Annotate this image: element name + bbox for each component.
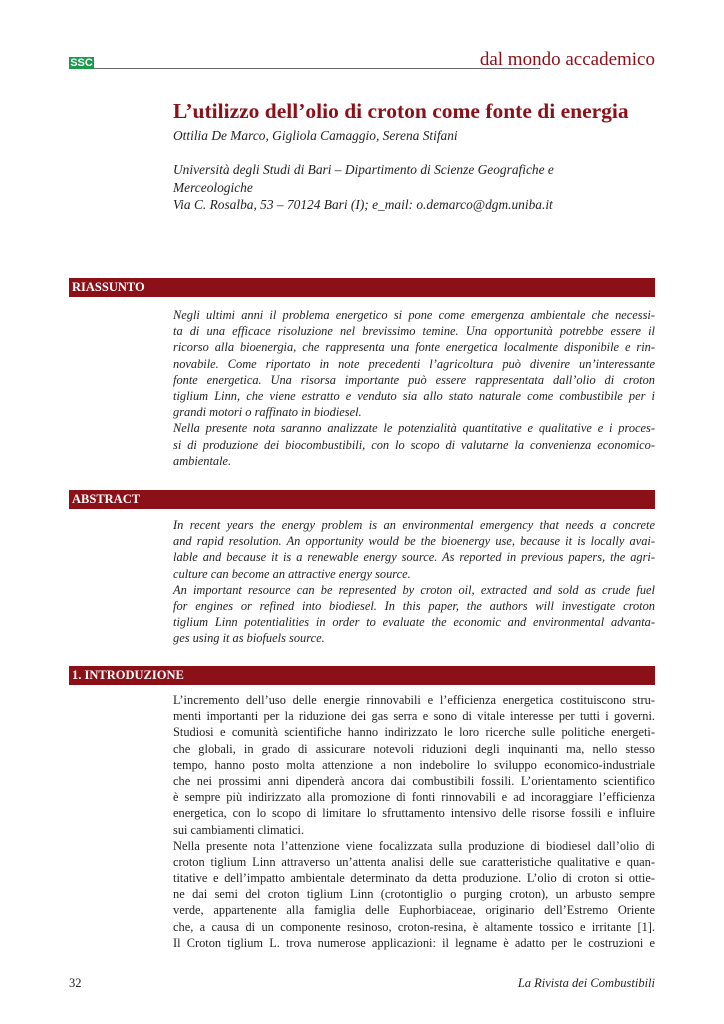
text-line: che nei prossimi anni dipenderà ancora dai combustibili fossili. L’orientamento scientifico — [173, 773, 655, 788]
section-name: dal mondo accademico — [479, 49, 655, 70]
text-line: culture can become an attractive energy source. — [173, 566, 411, 581]
text-line: che globali, in grado di assicurare notevoli riduzioni degli inquinanti ma, nello stesso — [173, 741, 655, 756]
text-line: menti importanti per la riduzione dei gas serra e sono di vitale interesse per tutti i governi. — [173, 709, 655, 724]
text-line: tiglium Linn, che viene estratto e venduto sia allo stato naturale come combustibile per i — [173, 388, 655, 403]
text-line: ta di una efficace risoluzione nel brevissimo temine. Una opportunità potrebbe essere il — [173, 324, 655, 339]
text-line: Il Croton tiglium L. trova numerose applicazioni: il legname è adatto per le costruzioni e — [173, 935, 655, 950]
text-line: energetica, con lo scopo di limitare lo sfruttamento intensivo delle risorse fossili e influire — [173, 806, 655, 821]
text-line: che, a causa di un componente resinoso, croton-resina, è altamente tossico e irritante [1]. — [173, 919, 655, 934]
text-line: Studiosi e comunità scientifiche hanno indirizzato le loro ricerche sulle politiche energeti- — [173, 725, 655, 740]
text-line: lable and because it is a renewable energy source. As reported in previous papers, the agri- — [173, 550, 655, 565]
text-line: and rapid resolution. An opportunity would be the bioenergy use, because it is locally avai- — [173, 534, 655, 549]
affiliation-line: Via C. Rosalba, 53 – 70124 Bari (I); e_mail: o.demarco@dgm.uniba.it — [173, 197, 553, 212]
section-heading-riassunto: RIASSUNTO — [69, 278, 655, 297]
article-affiliation — [173, 161, 655, 214]
riassunto-body — [173, 307, 655, 469]
text-line: croton tiglium Linn attraverso un’attenta analisi delle sue caratteristiche qualitative e quan- — [173, 854, 655, 869]
text-line: si di produzione dei biocombustibili, con lo scopo di valutarne la convenienza economico- — [173, 437, 655, 452]
ssc-logo: SSC — [70, 57, 93, 69]
running-header — [69, 49, 655, 70]
section-heading-introduzione: 1. INTRODUZIONE — [69, 666, 655, 685]
text-line: An important resource can be represented by croton oil, extracted and sold as crude fuel — [173, 582, 655, 597]
text-line: Nella presente nota l’attenzione viene focalizzata sulla produzione di biodiesel dall’olio di — [173, 838, 655, 853]
text-line: tiglium Linn potentialities in order to evaluate the economic and environmental advanta- — [173, 615, 655, 630]
text-line: ne dai semi del croton tiglium Linn (crotontiglio o purging croton), un arbusto sempre — [173, 887, 655, 902]
text-line: novabile. Come riportato in note precedenti l’agricoltura può divenire un’interessante — [173, 356, 655, 371]
introduzione-body — [173, 692, 655, 951]
text-line: ges using it as biofuels source. — [173, 631, 325, 646]
text-line: verde, appartenente alla famiglia delle Euphorbiaceae, originario dell’Estremo Oriente — [173, 903, 655, 918]
text-line: è sempre più indirizzato alla promozione di fonti rinnovabili e ad incoraggiare l’efficienza — [173, 790, 655, 805]
page-number: 32 — [69, 976, 82, 990]
text-line: tempo, hanno posto molta attenzione a non indebolire lo sviluppo economico-industriale — [173, 757, 655, 772]
section-heading-abstract: ABSTRACT — [69, 490, 655, 509]
text-line: grandi motori o raffinato in biodiesel. — [173, 405, 362, 420]
affiliation-line: Università degli Studi di Bari – Dipartimento di Scienze Geografiche e — [173, 162, 554, 177]
header-rule — [94, 68, 540, 69]
affiliation-line: Merceologiche — [173, 179, 253, 195]
text-line: Nella presente nota saranno analizzate le potenzialità quantitative e qualitative e i proces- — [173, 421, 655, 436]
article-title: L’utilizzo dell’olio di croton come fonte di energia — [173, 99, 629, 123]
text-line: fonte energetica. Una risorsa importante può essere rappresentata dall’olio di croton — [173, 372, 655, 387]
text-line: ambientale. — [173, 453, 232, 468]
abstract-body — [173, 517, 655, 647]
text-line: for engines or refined into biodiesel. In this paper, the authors will investigate croton — [173, 598, 655, 613]
journal-name: La Rivista dei Combustibili — [517, 976, 655, 990]
text-line: L’incremento dell’uso delle energie rinnovabili e l’efficienza energetica costituiscono stru- — [173, 693, 655, 707]
text-line: titative e dell’impatto ambientale determinato da detta produzione. L’olio di croton si ottie- — [173, 871, 655, 886]
text-line: In recent years the energy problem is an environmental emergency that needs a concrete — [173, 518, 655, 532]
text-line: Negli ultimi anni il problema energetico si pone come emergenza ambientale che necessi- — [173, 308, 655, 322]
text-line: ricorso alla bioenergia, che rappresenta una fonte energetica localmente disponibile e rin- — [173, 340, 655, 355]
article-authors: Ottilia De Marco, Gigliola Camaggio, Serena Stifani — [173, 128, 458, 143]
text-line: sui cambiamenti climatici. — [173, 822, 305, 837]
